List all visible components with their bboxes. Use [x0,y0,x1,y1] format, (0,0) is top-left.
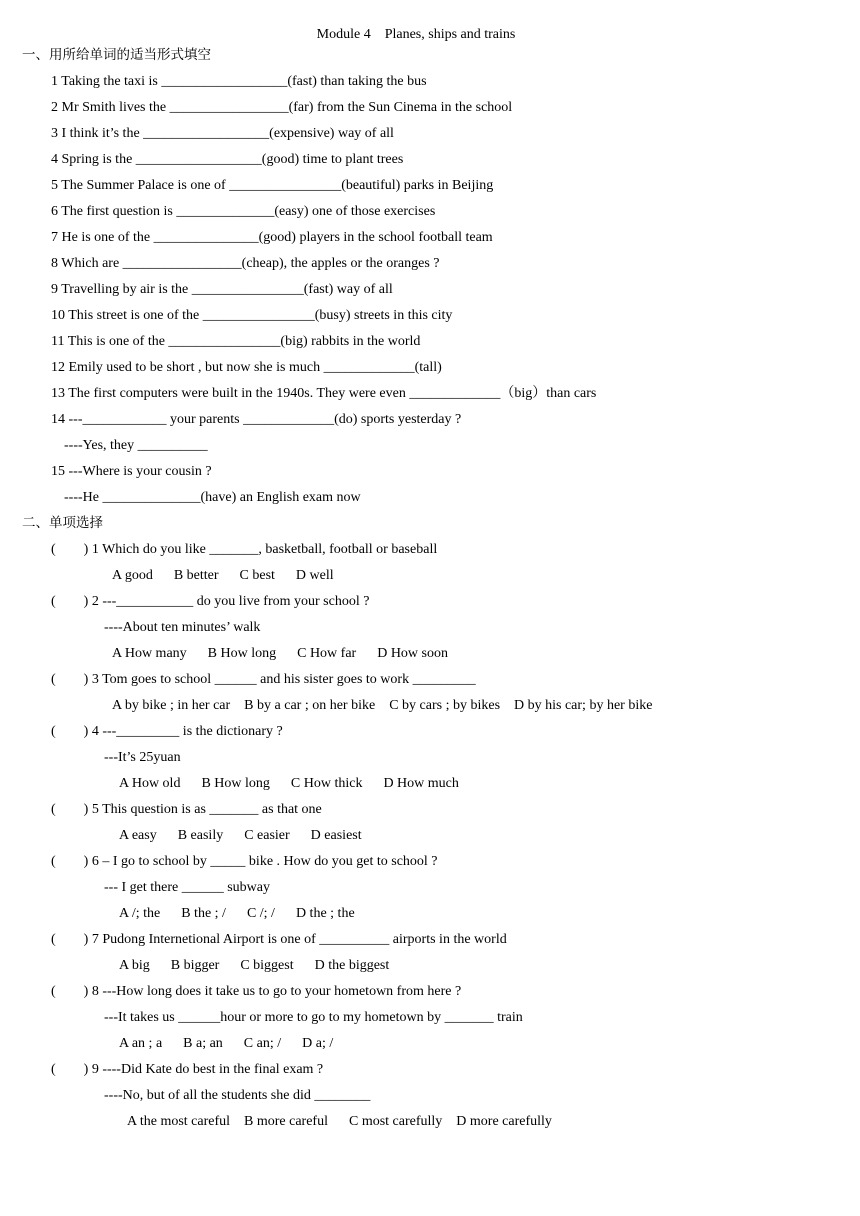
fill-item-13: 13 The first computers were built in the 1940s. They were even _____________（big）than cars [51,386,597,401]
choice-question-6: ( ) 6 – I go to school by _____ bike . How do you get to school ? [51,854,438,869]
choice-question-1: ( ) 1 Which do you like _______, basketball, football or baseball [51,542,438,557]
choice-question-6-reply: --- I get there ______ subway [104,880,271,895]
fill-item-15: 15 ---Where is your cousin ? [51,464,212,479]
fill-item-14: 14 ---____________ your parents _____________(do) sports yesterday ? [51,412,462,427]
fill-item-2: 2 Mr Smith lives the _________________(far) from the Sun Cinema in the school [51,100,513,115]
choice-question-9-reply: ----No, but of all the students she did ________ [104,1088,371,1103]
choice-question-8-reply: ---It takes us ______hour or more to go to my hometown by _______ train [104,1010,523,1025]
choice-question-5: ( ) 5 This question is as _______ as that one [51,802,322,817]
fill-item-7: 7 He is one of the _______________(good) players in the school football team [51,230,493,245]
fill-item-9: 9 Travelling by air is the ________________(fast) way of all [51,282,393,297]
fill-item-11: 11 This is one of the ________________(big) rabbits in the world [51,334,421,349]
fill-item-8: 8 Which are _________________(cheap), the apples or the oranges ? [51,256,440,271]
choice-question-2: ( ) 2 ---___________ do you live from your school ? [51,594,370,609]
choice-options-1: A good B better C best D well [112,568,334,583]
choice-question-7: ( ) 7 Pudong Internetional Airport is one of __________ airports in the world [51,932,507,947]
fill-item-12: 12 Emily used to be short , but now she is much _____________(tall) [51,360,442,375]
choice-options-7: A big B bigger C biggest D the biggest [119,958,390,973]
choice-question-3: ( ) 3 Tom goes to school ______ and his sister goes to work _________ [51,672,476,687]
choice-question-4: ( ) 4 ---_________ is the dictionary ? [51,724,283,739]
choice-options-6: A /; the B the ; / C /; / D the ; the [119,906,355,921]
choice-question-9: ( ) 9 ----Did Kate do best in the final exam ? [51,1062,324,1077]
choice-options-9: A the most careful B more careful C most carefully D more carefully [127,1114,552,1129]
choice-options-8: A an ; a B a; an C an; / D a; / [119,1036,334,1051]
fill-item-4: 4 Spring is the __________________(good) time to plant trees [51,152,404,167]
section1-heading: 一、用所给单词的适当形式填空 [22,47,211,63]
fill-item-3: 3 I think it’s the __________________(expensive) way of all [51,126,394,141]
page-title: Module 4 Planes, ships and trains [316,27,516,42]
fill-item-15-reply: ----He ______________(have) an English exam now [64,490,361,505]
choice-question-4-reply: ---It’s 25yuan [104,750,181,765]
choice-options-4: A How old B How long C How thick D How much [119,776,459,791]
fill-item-5: 5 The Summer Palace is one of ________________(beautiful) parks in Beijing [51,178,494,193]
fill-item-1: 1 Taking the taxi is __________________(fast) than taking the bus [51,74,427,89]
choice-options-2: A How many B How long C How far D How soon [112,646,448,661]
section2-heading: 二、单项选择 [22,515,103,531]
choice-options-3: A by bike ; in her car B by a car ; on her bike C by cars ; by bikes D by his car; by her bike [112,698,653,713]
choice-options-5: A easy B easily C easier D easiest [119,828,362,843]
fill-item-6: 6 The first question is ______________(easy) one of those exercises [51,204,436,219]
choice-question-2-reply: ----About ten minutes’ walk [104,620,261,635]
choice-question-8: ( ) 8 ---How long does it take us to go to your hometown from here ? [51,984,462,999]
fill-item-10: 10 This street is one of the ________________(busy) streets in this city [51,308,453,323]
fill-item-14-reply: ----Yes, they __________ [64,438,208,453]
